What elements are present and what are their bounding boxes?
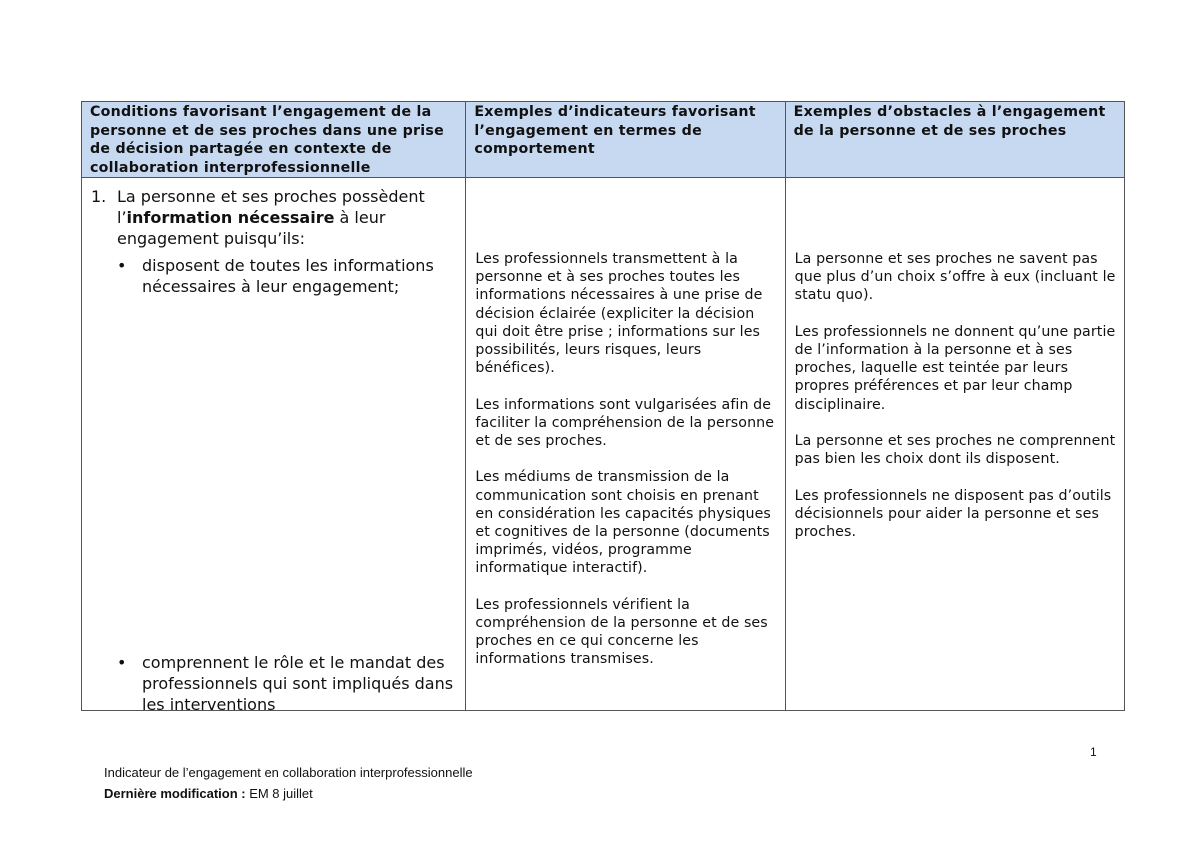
obstacle-paragraph: Les professionnels ne donnent qu’une partie de l’information à la personne et à ses proches, laquelle est teintée par leurs propres préférences et par leur champ disciplinaire. bbox=[794, 323, 1116, 413]
indicators-cell bbox=[466, 178, 785, 711]
footer-modification bbox=[104, 783, 473, 804]
footer-modification-value: EM 8 juillet bbox=[245, 786, 313, 801]
engagement-table bbox=[81, 101, 1125, 714]
bullet-icon: • bbox=[117, 256, 127, 275]
header-conditions: Conditions favorisant l’engagement de la personne et de ses proches dans une prise de décision partagée en contexte de collaboration interprofessionnelle bbox=[82, 102, 466, 178]
indicator-paragraph: Les informations sont vulgarisées afin de faciliter la compréhension de la personne et de ses proches. bbox=[475, 396, 775, 450]
bullet-text: comprennent le rôle et le mandat des professionnels qui sont impliqués dans les interventions bbox=[142, 653, 454, 714]
table-header-row bbox=[82, 102, 1125, 178]
obstacles-cell bbox=[785, 178, 1124, 711]
footer-title: Indicateur de l’engagement en collaboration interprofessionnelle bbox=[104, 765, 473, 780]
obstacle-paragraph: Les professionnels ne disposent pas d’outils décisionnels pour aider la personne et ses proches. bbox=[794, 487, 1112, 540]
bullet-icon: • bbox=[117, 653, 127, 672]
page-footer bbox=[104, 762, 473, 804]
obstacles-list bbox=[795, 250, 1117, 559]
bullet-text: disposent de toutes les informations nécessaires à leur engagement; bbox=[142, 256, 434, 296]
condition-text-after: à leur engagement puisqu’ils: bbox=[117, 208, 386, 248]
table-row bbox=[82, 178, 1125, 711]
obstacle-paragraph: La personne et ses proches ne savent pas que plus d’un choix s’offre à eux (incluant le statu quo). bbox=[794, 251, 1116, 304]
footer-modification-label: Dernière modification : bbox=[104, 786, 246, 801]
indicator-paragraph: Les médiums de transmission de la communication sont choisis en prenant en considération les capacités physiques et cognitives de la personne (documents imprimés, vidéos, programme informatique interactif). bbox=[475, 469, 771, 577]
indicator-paragraph: Les professionnels vérifient la compréhension de la personne et de ses proches en ce qui concerne les informations transmises. bbox=[475, 596, 768, 668]
condition-number: 1. bbox=[91, 187, 107, 206]
condition-text-bold: information nécessaire bbox=[126, 208, 335, 227]
indicators-list bbox=[475, 250, 775, 687]
header-obstacles: Exemples d’obstacles à l’engagement de la personne et de ses proches bbox=[785, 102, 1124, 178]
indicator-paragraph: Les professionnels transmettent à la personne et à ses proches toutes les informations nécessaires à une prise de décision éclairée (expliciter la décision qui doit être prise ; informations sur les possibilités, leurs risques, leurs bénéfices). bbox=[475, 251, 763, 377]
obstacle-paragraph: La personne et ses proches ne comprennent pas bien les choix dont ils disposent. bbox=[794, 433, 1116, 468]
page-number: 1 bbox=[1090, 745, 1097, 759]
condition-text-before: La personne et ses proches possèdent l’ bbox=[117, 187, 425, 227]
header-indicators: Exemples d’indicateurs favorisant l’engagement en termes de comportement bbox=[466, 102, 785, 178]
condition-cell bbox=[82, 178, 466, 714]
condition-text bbox=[117, 186, 462, 249]
